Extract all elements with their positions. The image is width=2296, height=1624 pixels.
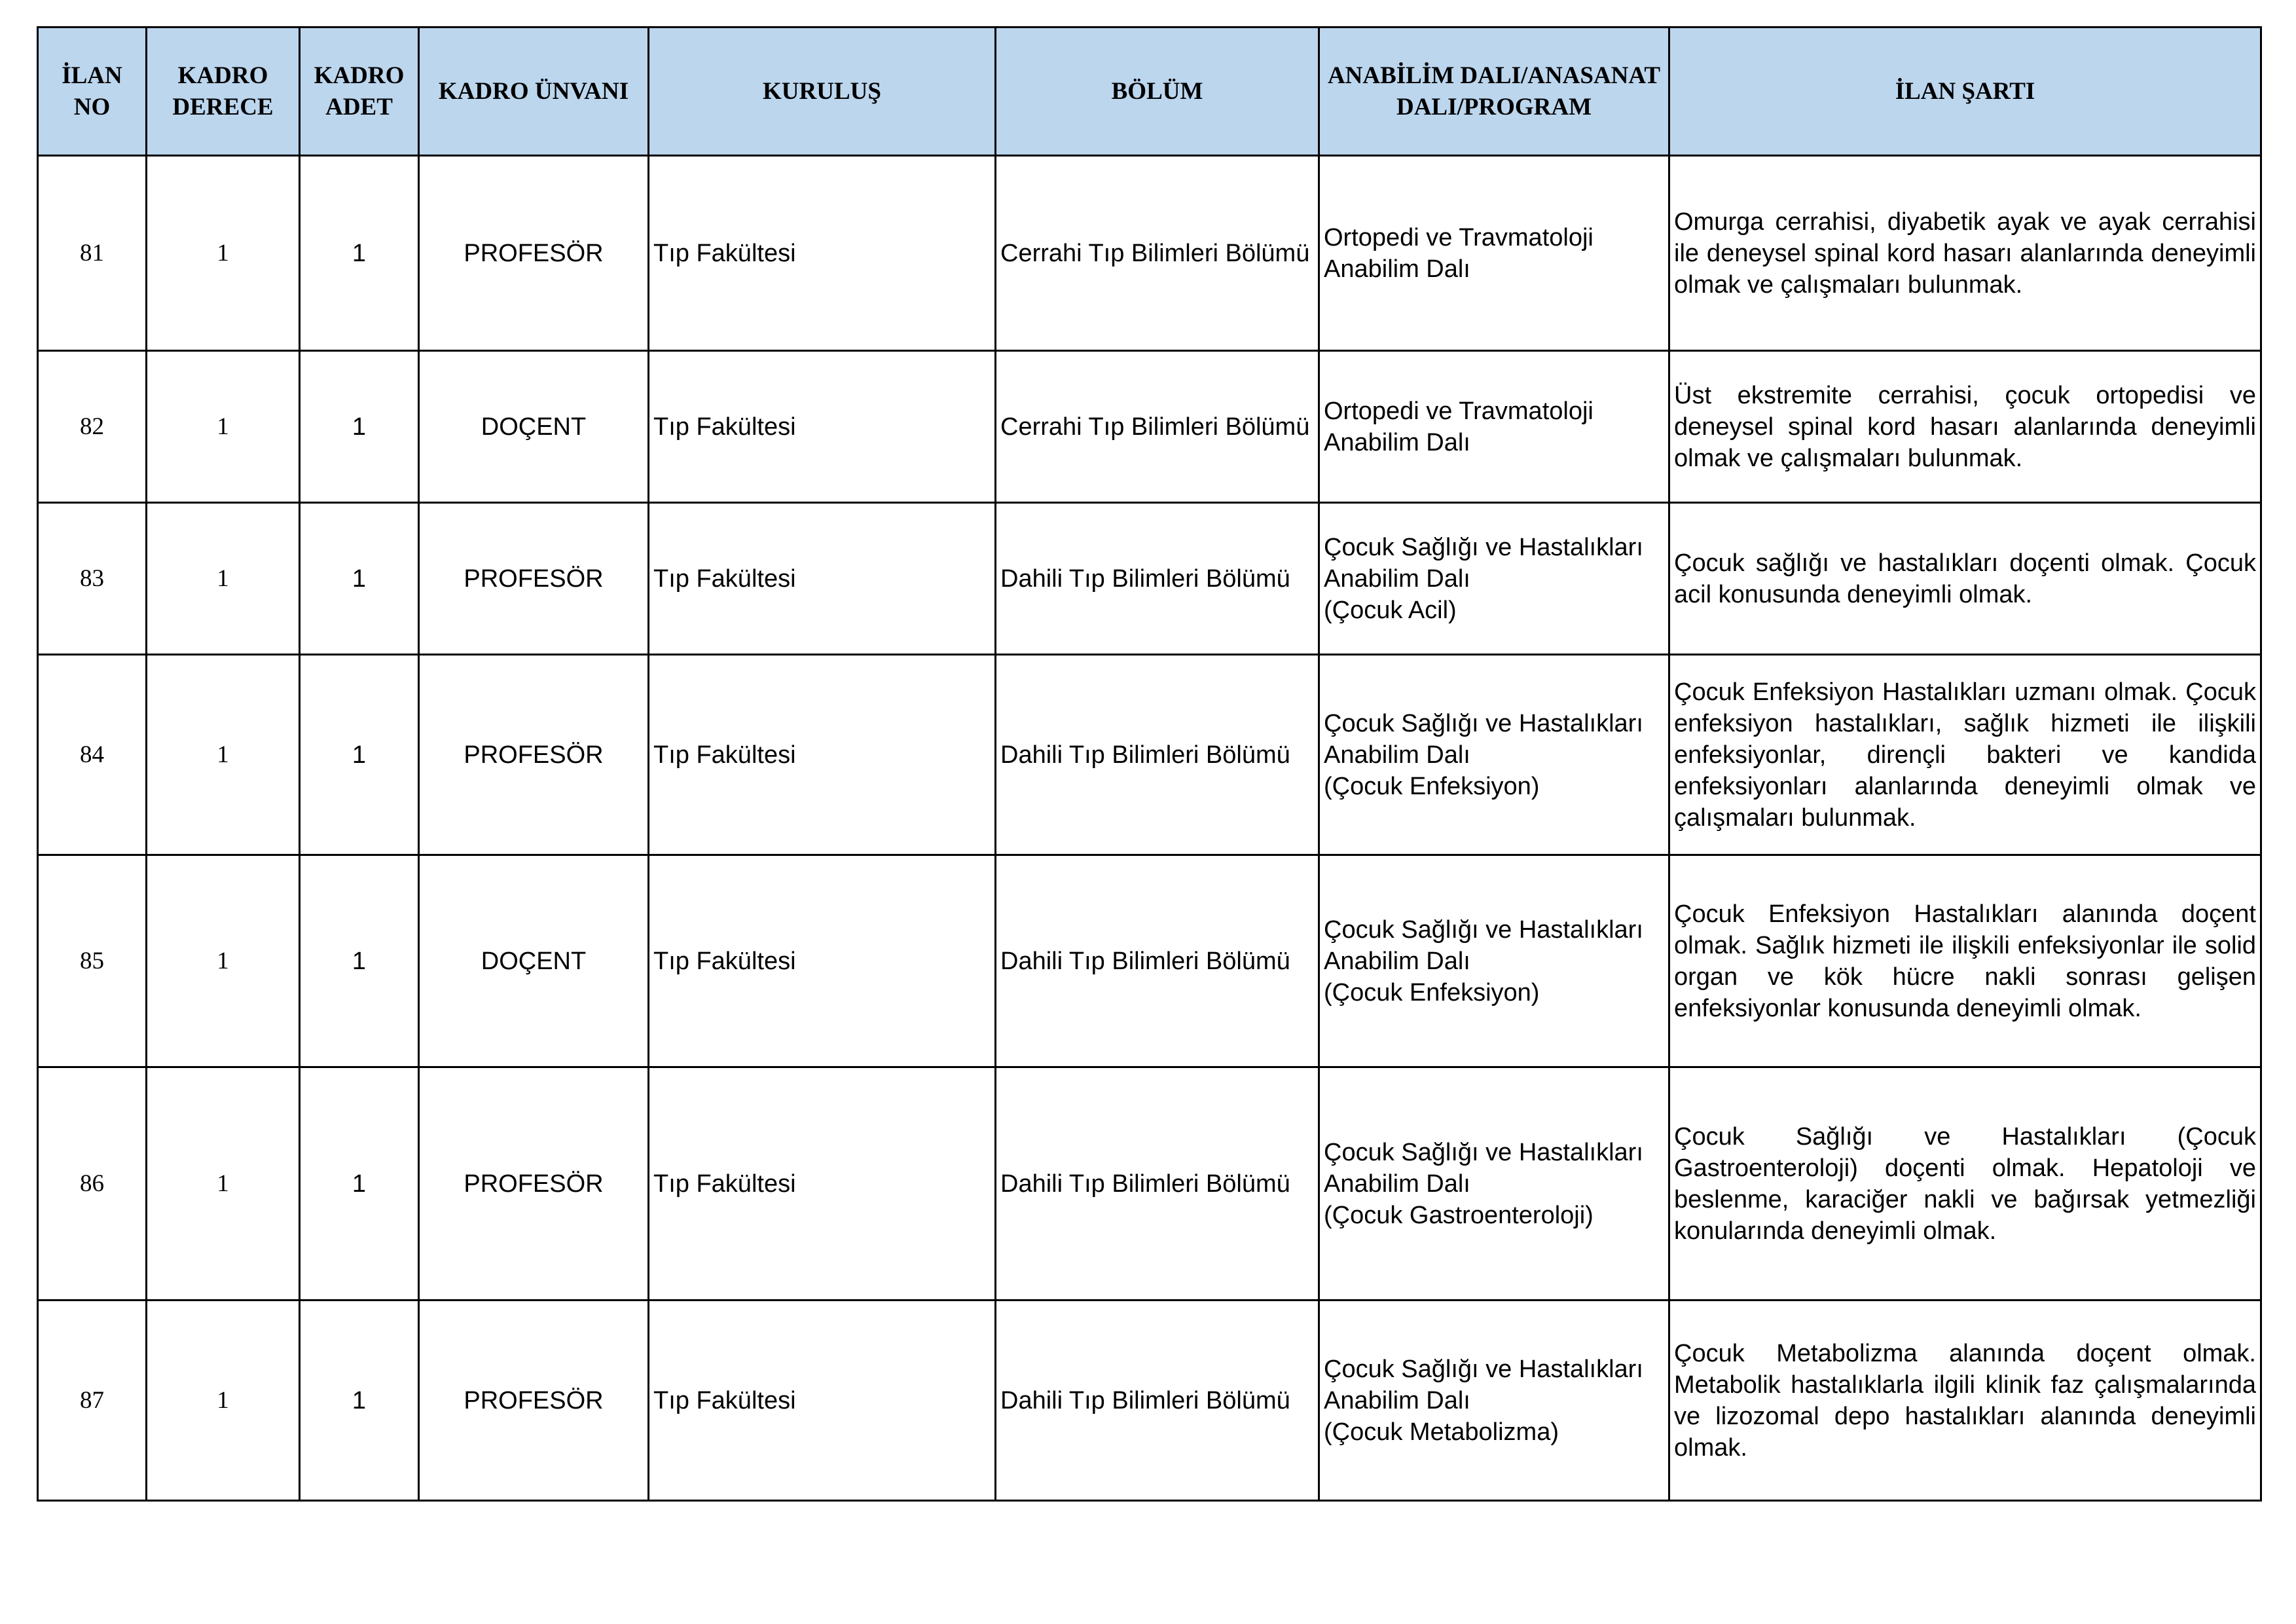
anabilim-sub: (Çocuk Enfeksiyon) bbox=[1324, 978, 1540, 1006]
table-row bbox=[38, 156, 2261, 351]
ilan-sarti-cell: Çocuk sağlığı ve hastalıkları doçenti olmak. Çocuk acil konusunda deneyimli olmak. bbox=[1669, 503, 2261, 655]
ilan-no-cell: 82 bbox=[38, 351, 147, 503]
anabilim-name: Çocuk Sağlığı ve Hastalıkları Anabilim Dalı bbox=[1324, 1355, 1643, 1414]
header-kadro-derece: KADRO DERECE bbox=[147, 28, 300, 156]
adet-cell: 1 bbox=[300, 156, 419, 351]
header-anabilim: ANABİLİM DALI/ANASANAT DALI/PROGRAM bbox=[1319, 28, 1669, 156]
table-row bbox=[38, 655, 2261, 855]
table-header bbox=[38, 28, 2261, 156]
header-kadro-unvani: KADRO ÜNVANI bbox=[419, 28, 649, 156]
anabilim-name: Ortopedi ve Travmatoloji Anabilim Dalı bbox=[1324, 397, 1594, 456]
anabilim-name: Ortopedi ve Travmatoloji Anabilim Dalı bbox=[1324, 223, 1594, 283]
adet-cell: 1 bbox=[300, 655, 419, 855]
ilan-sarti-cell: Omurga cerrahisi, diyabetik ayak ve ayak cerrahisi ile deneysel spinal kord hasarı alanlarında deneyimli olmak ve çalışmaları bulunmak. bbox=[1669, 156, 2261, 351]
header-bolum: BÖLÜM bbox=[996, 28, 1319, 156]
table-row bbox=[38, 1067, 2261, 1301]
anabilim-sub: (Çocuk Gastroenteroloji) bbox=[1324, 1201, 1594, 1229]
unvan-cell: PROFESÖR bbox=[419, 1301, 649, 1501]
anabilim-name: Çocuk Sağlığı ve Hastalıkları Anabilim Dalı bbox=[1324, 915, 1643, 975]
ilan-sarti-cell: Çocuk Metabolizma alanında doçent olmak. Metabolik hastalıklarla ilgili klinik faz çalışmalarında ve lizozomal depo hastalıkları alanında deneyimli olmak. bbox=[1669, 1301, 2261, 1501]
anabilim-cell bbox=[1319, 156, 1669, 351]
derece-cell: 1 bbox=[147, 156, 300, 351]
kurulus-cell: Tıp Fakültesi bbox=[649, 855, 996, 1067]
derece-cell: 1 bbox=[147, 351, 300, 503]
adet-cell: 1 bbox=[300, 351, 419, 503]
table-row bbox=[38, 1301, 2261, 1501]
header-ilan-no: İLAN NO bbox=[38, 28, 147, 156]
derece-cell: 1 bbox=[147, 655, 300, 855]
ilan-sarti-cell: Çocuk Enfeksiyon Hastalıkları uzmanı olmak. Çocuk enfeksiyon hastalıkları, sağlık hizmeti ile ilişkili enfeksiyonlar, dirençli bakteri ve kandida enfeksiyonları alanlarında deneyimli olmak ve çalışmaları bulunmak. bbox=[1669, 655, 2261, 855]
header-kadro-adet: KADRO ADET bbox=[300, 28, 419, 156]
unvan-cell: DOÇENT bbox=[419, 351, 649, 503]
bolum-cell: Dahili Tıp Bilimleri Bölümü bbox=[996, 855, 1319, 1067]
bolum-cell: Cerrahi Tıp Bilimleri Bölümü bbox=[996, 156, 1319, 351]
derece-cell: 1 bbox=[147, 1067, 300, 1301]
table-row bbox=[38, 855, 2261, 1067]
derece-cell: 1 bbox=[147, 1301, 300, 1501]
header-ilan-sarti: İLAN ŞARTI bbox=[1669, 28, 2261, 156]
adet-cell: 1 bbox=[300, 1067, 419, 1301]
ilan-no-cell: 83 bbox=[38, 503, 147, 655]
derece-cell: 1 bbox=[147, 855, 300, 1067]
kurulus-cell: Tıp Fakültesi bbox=[649, 351, 996, 503]
anabilim-cell bbox=[1319, 351, 1669, 503]
ilan-no-cell: 85 bbox=[38, 855, 147, 1067]
table-body bbox=[38, 156, 2261, 1501]
anabilim-cell bbox=[1319, 1067, 1669, 1301]
kurulus-cell: Tıp Fakültesi bbox=[649, 1301, 996, 1501]
adet-cell: 1 bbox=[300, 1301, 419, 1501]
ilan-no-cell: 81 bbox=[38, 156, 147, 351]
anabilim-cell bbox=[1319, 503, 1669, 655]
ilan-no-cell: 87 bbox=[38, 1301, 147, 1501]
anabilim-sub: (Çocuk Enfeksiyon) bbox=[1324, 772, 1540, 800]
adet-cell: 1 bbox=[300, 855, 419, 1067]
unvan-cell: PROFESÖR bbox=[419, 1067, 649, 1301]
ilan-sarti-cell: Çocuk Enfeksiyon Hastalıkları alanında doçent olmak. Sağlık hizmeti ile ilişkili enfeksiyonlar ile solid organ ve kök hücre nakli sonrası gelişen enfeksiyonlar konusunda deneyimli olmak. bbox=[1669, 855, 2261, 1067]
bolum-cell: Dahili Tıp Bilimleri Bölümü bbox=[996, 503, 1319, 655]
header-row bbox=[38, 28, 2261, 156]
kurulus-cell: Tıp Fakültesi bbox=[649, 503, 996, 655]
announcement-page bbox=[37, 26, 2260, 1502]
bolum-cell: Dahili Tıp Bilimleri Bölümü bbox=[996, 1301, 1319, 1501]
bolum-cell: Dahili Tıp Bilimleri Bölümü bbox=[996, 655, 1319, 855]
anabilim-cell bbox=[1319, 1301, 1669, 1501]
table-row bbox=[38, 351, 2261, 503]
anabilim-cell bbox=[1319, 855, 1669, 1067]
unvan-cell: PROFESÖR bbox=[419, 503, 649, 655]
kurulus-cell: Tıp Fakültesi bbox=[649, 655, 996, 855]
unvan-cell: PROFESÖR bbox=[419, 655, 649, 855]
unvan-cell: PROFESÖR bbox=[419, 156, 649, 351]
header-kurulus: KURULUŞ bbox=[649, 28, 996, 156]
unvan-cell: DOÇENT bbox=[419, 855, 649, 1067]
anabilim-sub: (Çocuk Acil) bbox=[1324, 596, 1457, 624]
bolum-cell: Dahili Tıp Bilimleri Bölümü bbox=[996, 1067, 1319, 1301]
table-row bbox=[38, 503, 2261, 655]
kurulus-cell: Tıp Fakültesi bbox=[649, 1067, 996, 1301]
ilan-sarti-cell: Çocuk Sağlığı ve Hastalıkları (Çocuk Gastroenteroloji) doçenti olmak. Hepatoloji ve beslenme, karaciğer nakli ve bağırsak yetmezliği konularında deneyimli olmak. bbox=[1669, 1067, 2261, 1301]
anabilim-name: Çocuk Sağlığı ve Hastalıkları Anabilim Dalı bbox=[1324, 533, 1643, 593]
position-table bbox=[37, 26, 2262, 1502]
bolum-cell: Cerrahi Tıp Bilimleri Bölümü bbox=[996, 351, 1319, 503]
derece-cell: 1 bbox=[147, 503, 300, 655]
adet-cell: 1 bbox=[300, 503, 419, 655]
ilan-no-cell: 86 bbox=[38, 1067, 147, 1301]
anabilim-sub: (Çocuk Metabolizma) bbox=[1324, 1418, 1559, 1446]
anabilim-name: Çocuk Sağlığı ve Hastalıkları Anabilim Dalı bbox=[1324, 709, 1643, 769]
anabilim-name: Çocuk Sağlığı ve Hastalıkları Anabilim Dalı bbox=[1324, 1138, 1643, 1198]
ilan-sarti-cell: Üst ekstremite cerrahisi, çocuk ortopedisi ve deneysel spinal kord hasarı alanlarında deneyimli olmak ve çalışmaları bulunmak. bbox=[1669, 351, 2261, 503]
anabilim-cell bbox=[1319, 655, 1669, 855]
ilan-no-cell: 84 bbox=[38, 655, 147, 855]
kurulus-cell: Tıp Fakültesi bbox=[649, 156, 996, 351]
